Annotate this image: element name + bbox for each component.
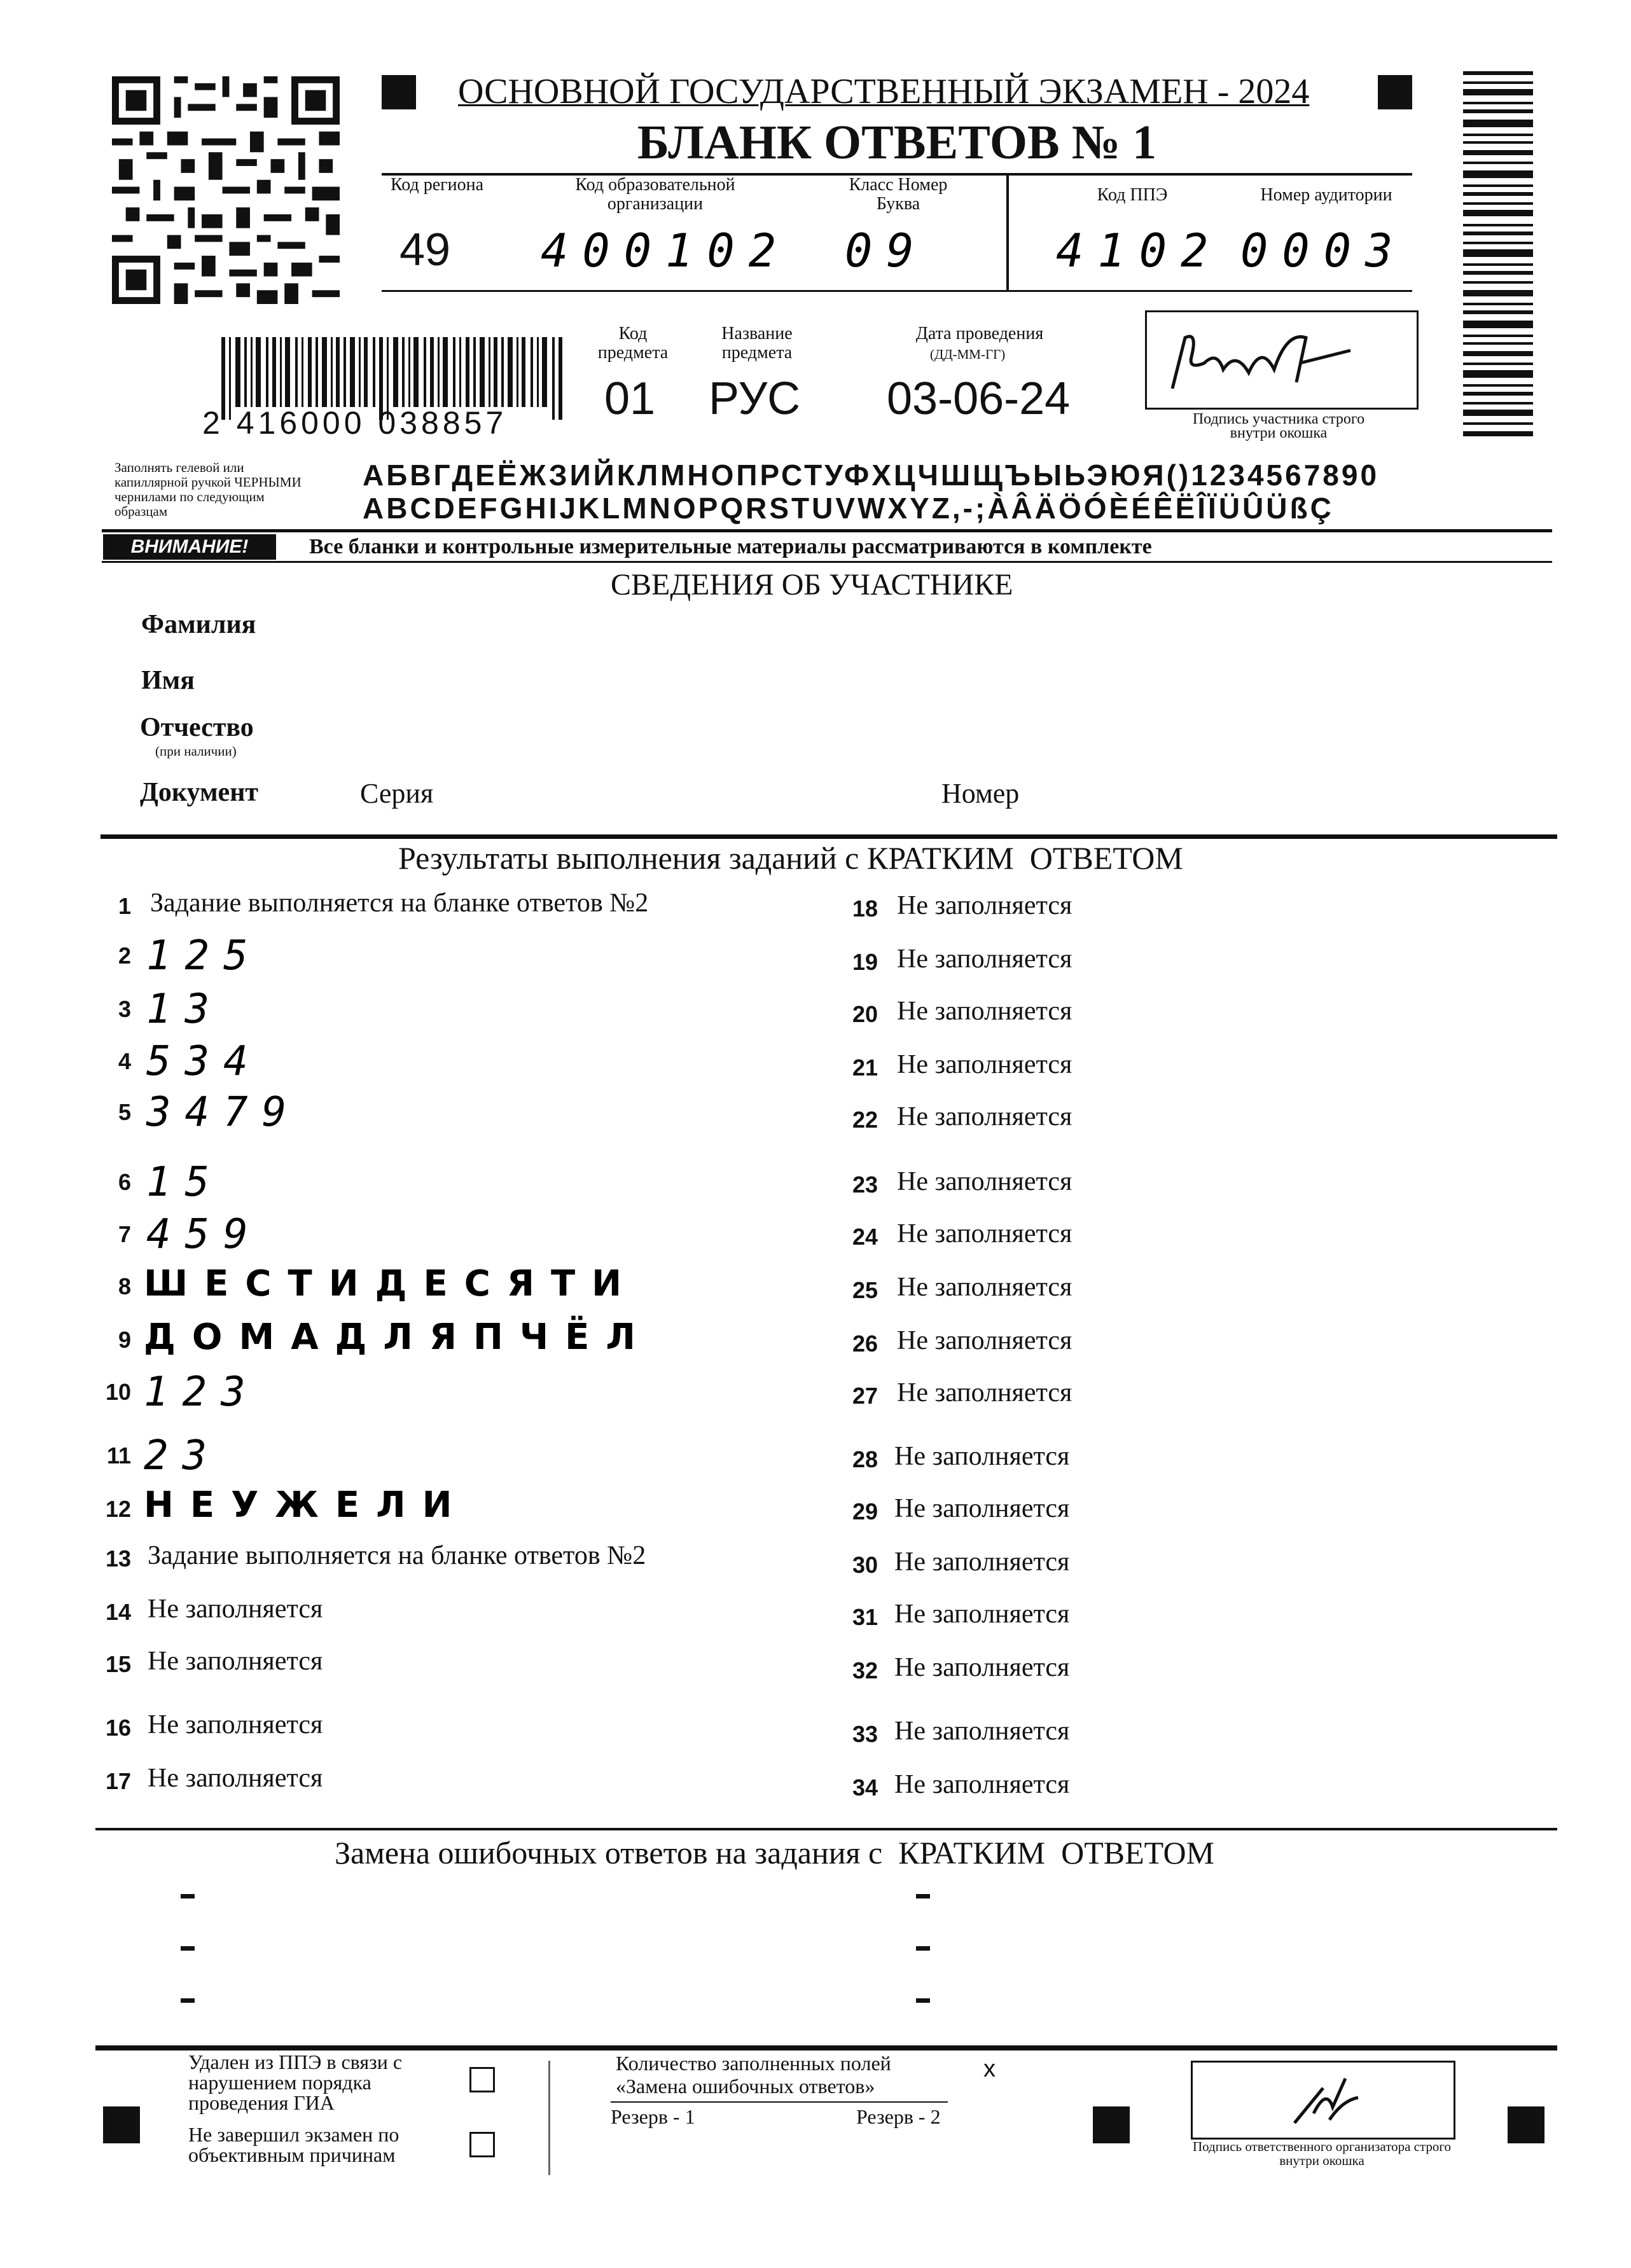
answer-text: Не заполняется bbox=[897, 1219, 1072, 1248]
attention-text: Все бланки и контрольные измерительные материалы рассматриваются в комплекте bbox=[309, 535, 1152, 558]
patronymic-note: (при наличии) bbox=[155, 743, 237, 759]
answer-handwritten[interactable]: 23 bbox=[144, 1432, 221, 1479]
answer-number: 4 bbox=[118, 1048, 131, 1074]
answer-number: 8 bbox=[118, 1273, 131, 1299]
answer-text: Не заполняется bbox=[894, 1442, 1070, 1471]
answer-text: Не заполняется bbox=[897, 1273, 1072, 1302]
replacement-field-5[interactable] bbox=[916, 1946, 930, 1951]
answer-number: 26 bbox=[852, 1331, 878, 1357]
answer-text: Не заполняется bbox=[897, 944, 1072, 974]
answer-handwritten[interactable]: 3479 bbox=[146, 1089, 301, 1136]
subject-code-label: Код предмета bbox=[597, 324, 669, 363]
subject-name-value: РУС bbox=[709, 373, 801, 424]
answer-text: Не заполняется bbox=[897, 891, 1072, 920]
answer-text: Не заполняется bbox=[894, 1770, 1070, 1799]
sample-row-latin: ABCDEFGHIJKLMNOPQRSTUVWXYZ,-;ÀÂÄÖÓÈÉÊËÎÏÜÛÜßÇ bbox=[363, 492, 1334, 525]
replacement-field-6[interactable] bbox=[916, 1998, 930, 2003]
subject-name-label: Название предмета bbox=[721, 324, 793, 363]
date-format: (ДД-ММ-ГГ) bbox=[930, 347, 1006, 362]
form-title: БЛАНК ОТВЕТОВ № 1 bbox=[637, 116, 1157, 169]
region-label: Код региона bbox=[390, 175, 484, 195]
ppe-label: Код ППЭ bbox=[1097, 185, 1168, 205]
answer-text: Не заполняется bbox=[894, 1653, 1070, 1682]
answer-number: 7 bbox=[118, 1221, 131, 1247]
sample-row-cyrillic: АБВГДЕЁЖЗИЙКЛМНОПРСТУФХЦЧШЩЪЫЬЭЮЯ()1234567890 bbox=[363, 459, 1380, 492]
answer-number: 31 bbox=[852, 1604, 878, 1630]
answer-text: Не заполняется bbox=[148, 1764, 323, 1793]
series-label: Серия bbox=[360, 778, 434, 809]
results-section-title: Результаты выполнения заданий с КРАТКИМ ОТВЕТОМ bbox=[398, 840, 1183, 876]
barcode-number: 2 416000 038857 bbox=[202, 405, 508, 441]
registration-marker-top-right bbox=[1378, 75, 1412, 109]
answer-handwritten[interactable]: 123 bbox=[144, 1369, 260, 1416]
answer-text: Не заполняется bbox=[894, 1494, 1070, 1523]
answer-number: 11 bbox=[106, 1442, 131, 1469]
organizer-signature-caption: Подпись ответственного организатора строго внутри окошка bbox=[1192, 2139, 1452, 2168]
class-label: Класс Номер Буква bbox=[849, 175, 948, 214]
answer-text: Не заполняется bbox=[897, 997, 1072, 1026]
answer-text: Не заполняется bbox=[148, 1647, 323, 1676]
answer-number: 17 bbox=[105, 1768, 131, 1794]
answer-handwritten[interactable]: ШЕСТИДЕСЯТИ bbox=[144, 1263, 639, 1304]
subject-code-value: 01 bbox=[604, 373, 656, 424]
answer-number: 14 bbox=[105, 1599, 131, 1625]
answer-text: Не заполняется bbox=[897, 1378, 1072, 1407]
answer-number: 12 bbox=[105, 1496, 131, 1522]
replacement-field-1[interactable] bbox=[181, 1894, 195, 1898]
answer-number: 21 bbox=[852, 1054, 878, 1081]
replacement-field-2[interactable] bbox=[181, 1946, 195, 1951]
answer-handwritten[interactable]: ДОМАДЛЯПЧЁЛ bbox=[144, 1317, 652, 1358]
organizer-signature-box[interactable] bbox=[1191, 2061, 1455, 2140]
answer-number: 34 bbox=[852, 1774, 878, 1801]
answer-number: 1 bbox=[118, 893, 131, 919]
region-value: 49 bbox=[399, 225, 451, 275]
registration-marker-top-left bbox=[382, 75, 416, 109]
count-label: Количество заполненных полей «Замена ошибочных ответов» bbox=[616, 2052, 891, 2098]
class-value: 09 bbox=[845, 224, 928, 277]
answer-handwritten[interactable]: 13 bbox=[146, 986, 224, 1033]
answer-text: Не заполняется bbox=[894, 1600, 1070, 1629]
patronymic-label: Отчество bbox=[140, 713, 254, 742]
replacement-field-4[interactable] bbox=[916, 1894, 930, 1898]
answer-handwritten[interactable]: 125 bbox=[146, 932, 262, 979]
answer-text: Не заполняется bbox=[897, 1326, 1072, 1355]
answer-number: 30 bbox=[852, 1552, 878, 1578]
not-finished-checkbox[interactable] bbox=[469, 2132, 495, 2157]
answer-number: 19 bbox=[852, 949, 878, 975]
answer-text: Не заполняется bbox=[897, 1102, 1072, 1131]
answer-number: 25 bbox=[852, 1277, 878, 1303]
answer-number: 32 bbox=[852, 1657, 878, 1684]
count-value[interactable]: x bbox=[983, 2056, 996, 2082]
answer-number: 2 bbox=[118, 943, 131, 969]
answer-text: Не заполняется bbox=[897, 1050, 1072, 1079]
answer-number: 33 bbox=[852, 1721, 878, 1747]
attention-badge: ВНИМАНИЕ! bbox=[103, 534, 276, 560]
org-value: 400102 bbox=[541, 224, 791, 277]
registration-marker-bottom-left bbox=[103, 2106, 140, 2143]
answer-text: Не заполняется bbox=[897, 1167, 1072, 1196]
name-label: Имя bbox=[141, 666, 195, 695]
answer-number: 10 bbox=[105, 1379, 131, 1405]
removed-checkbox[interactable] bbox=[469, 2067, 495, 2092]
answer-number: 22 bbox=[852, 1107, 878, 1133]
exam-title: ОСНОВНОЙ ГОСУДАРСТВЕННЫЙ ЭКЗАМЕН - 2024 bbox=[458, 72, 1310, 111]
surname-label: Фамилия bbox=[141, 610, 256, 639]
document-label: Документ bbox=[140, 778, 259, 807]
room-label: Номер аудитории bbox=[1260, 185, 1392, 205]
answer-text: Задание выполняется на бланке ответов №2 bbox=[150, 889, 649, 918]
answer-number: 27 bbox=[852, 1383, 878, 1409]
answer-number: 6 bbox=[118, 1169, 131, 1195]
answer-handwritten[interactable]: 534 bbox=[146, 1038, 262, 1085]
answer-text: Задание выполняется на бланке ответов №2 bbox=[148, 1541, 646, 1570]
answer-number: 28 bbox=[852, 1446, 878, 1472]
date-label: Дата проведения bbox=[915, 324, 1044, 343]
answer-number: 20 bbox=[852, 1001, 878, 1027]
number-label: Номер bbox=[941, 778, 1020, 809]
sample-instruction: Заполнять гелевой или капиллярной ручкой ЧЕРНЫМИ чернилами по следующим образцам bbox=[115, 460, 302, 519]
participant-signature-box[interactable] bbox=[1145, 310, 1419, 410]
answer-number: 15 bbox=[105, 1651, 131, 1677]
answer-number: 13 bbox=[105, 1545, 131, 1572]
answer-number: 9 bbox=[118, 1327, 131, 1353]
organizer-signature bbox=[1193, 2063, 1454, 2138]
participant-signature-caption: Подпись участника строго внутри окошка bbox=[1192, 411, 1365, 441]
answer-number: 18 bbox=[852, 895, 878, 922]
date-value: 03-06-24 bbox=[887, 373, 1071, 424]
room-value: 0003 bbox=[1240, 224, 1407, 277]
answer-number: 3 bbox=[118, 996, 131, 1022]
answer-text: Не заполняется bbox=[148, 1710, 323, 1739]
replacement-field-3[interactable] bbox=[181, 1998, 195, 2003]
removed-label: Удален из ППЭ в связи с нарушением порядка проведения ГИА bbox=[188, 2050, 403, 2114]
answer-handwritten[interactable]: НЕУЖЕЛИ bbox=[144, 1484, 469, 1526]
answer-handwritten[interactable]: 15 bbox=[146, 1159, 224, 1206]
side-barcode-icon bbox=[1463, 71, 1533, 440]
not-finished-label: Не завершил экзамен по объективным причинам bbox=[188, 2123, 399, 2166]
answer-text: Не заполняется bbox=[894, 1717, 1070, 1746]
answer-number: 5 bbox=[118, 1099, 131, 1125]
ppe-value: 4102 bbox=[1056, 224, 1223, 277]
answer-number: 24 bbox=[852, 1224, 878, 1250]
answer-number: 23 bbox=[852, 1172, 878, 1198]
answer-text: Не заполняется bbox=[894, 1547, 1070, 1577]
participant-signature bbox=[1147, 312, 1417, 408]
qr-code-icon bbox=[112, 75, 340, 305]
reserve-1-label: Резерв - 1 bbox=[611, 2105, 695, 2128]
answer-handwritten[interactable]: 459 bbox=[146, 1211, 262, 1258]
answer-number: 16 bbox=[105, 1715, 131, 1741]
reserve-2-label: Резерв - 2 bbox=[856, 2105, 941, 2128]
answer-text: Не заполняется bbox=[148, 1594, 323, 1624]
org-label: Код образовательной организации bbox=[575, 175, 735, 214]
replacement-section-title: Замена ошибочных ответов на задания с КРАТКИМ ОТВЕТОМ bbox=[335, 1835, 1215, 1870]
registration-marker-bottom-right bbox=[1508, 2106, 1544, 2143]
registration-marker-bottom-mid bbox=[1093, 2106, 1130, 2143]
participant-section-title: СВЕДЕНИЯ ОБ УЧАСТНИКЕ bbox=[611, 568, 1013, 602]
answer-number: 29 bbox=[852, 1498, 878, 1525]
